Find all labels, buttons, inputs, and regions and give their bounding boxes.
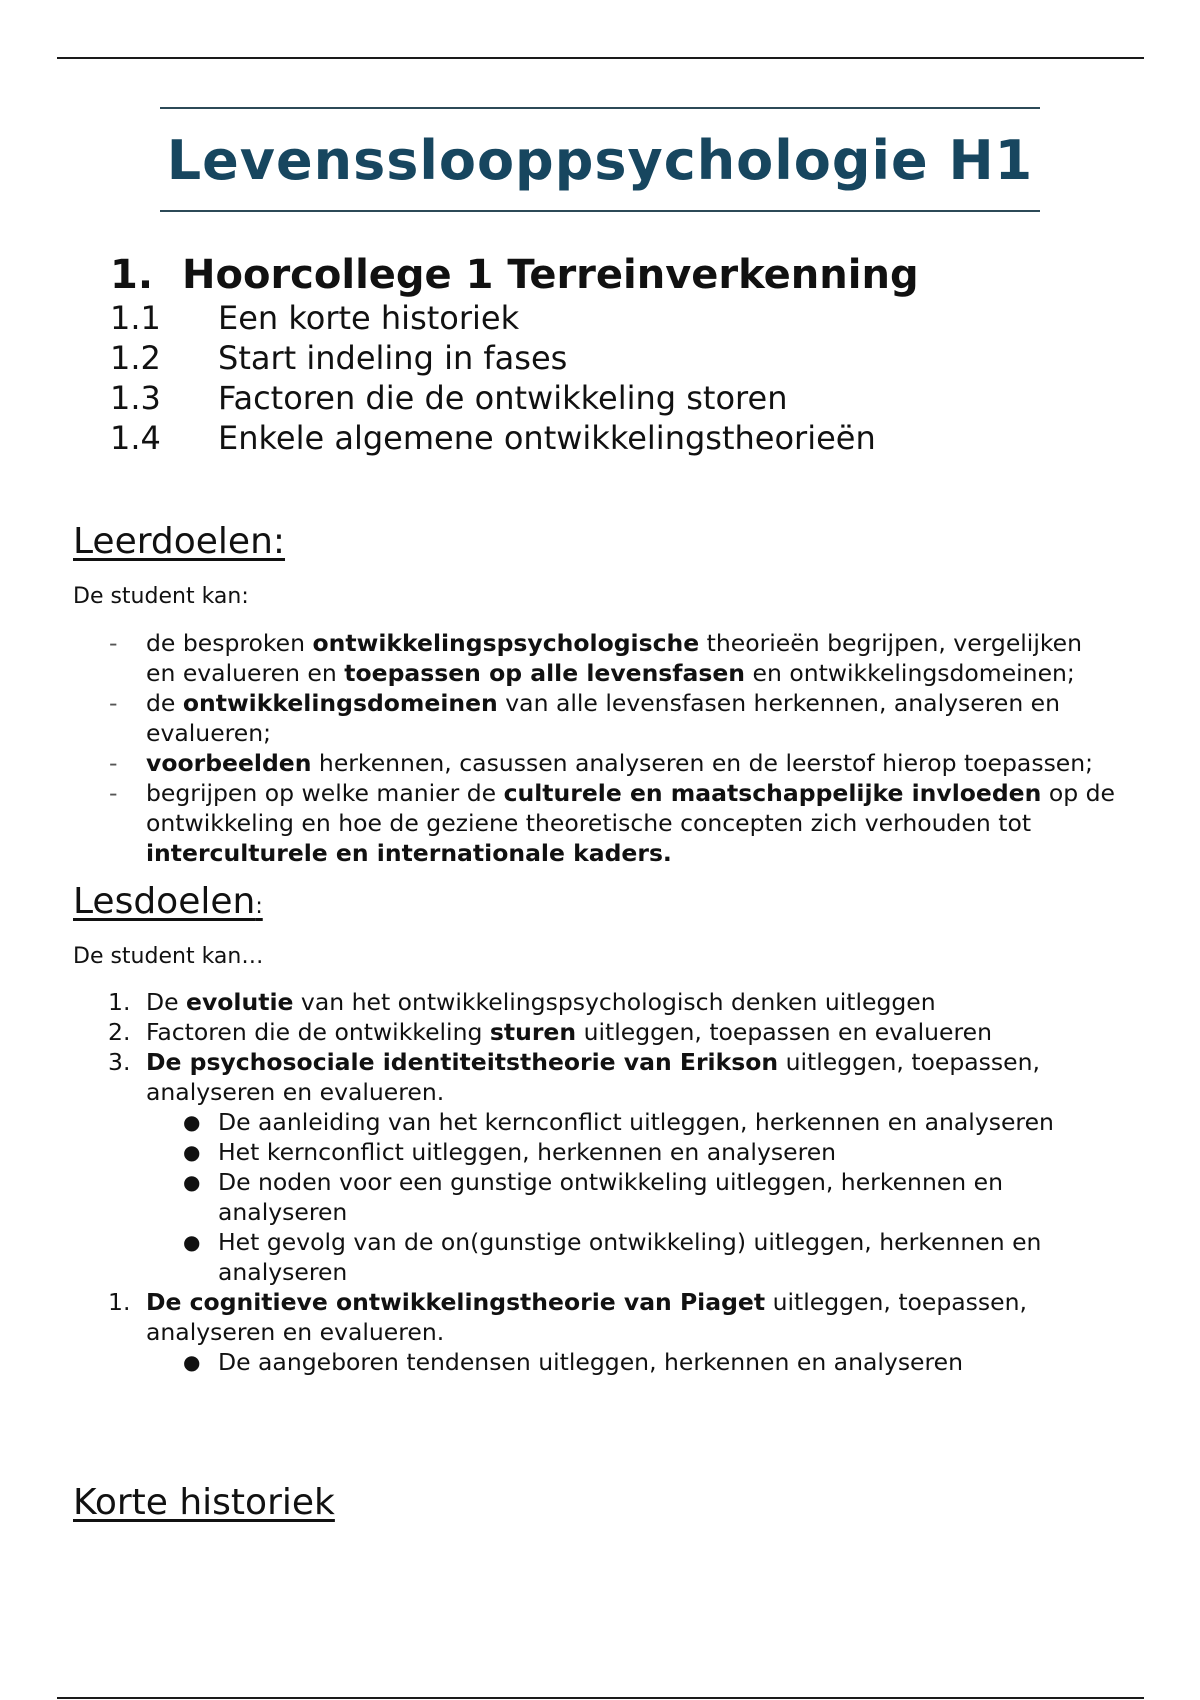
toc-label: Een korte historiek: [218, 299, 520, 337]
lesdoelen-intro: De student kan…: [73, 944, 264, 969]
lesdoel-item: [73, 987, 1118, 1017]
list-number: 1.: [108, 1288, 131, 1316]
subitem-text: Het kernconflict uitleggen, herkennen en analyseren: [218, 1138, 837, 1166]
dash-bullet: -: [109, 749, 118, 777]
bullet-icon: ●: [183, 1230, 201, 1254]
leerdoelen-heading: Leerdoelen:: [73, 521, 286, 562]
toc-number: 1.2: [110, 339, 161, 377]
bullet-icon: ●: [183, 1350, 201, 1374]
toc-entry[interactable]: [110, 338, 876, 378]
lesdoel-subitem: [73, 1347, 1118, 1377]
text-run: uitleggen, toepassen, analyseren en evalueren.: [146, 1048, 1040, 1106]
title-bottom-rule: [160, 210, 1040, 212]
bold-text: sturen: [489, 1018, 577, 1046]
bold-text: voorbeelden: [146, 749, 312, 777]
list-number: 2.: [108, 1018, 131, 1046]
toc-label: Start indeling in fases: [218, 339, 568, 377]
leerdoelen-list: [73, 628, 1118, 868]
lesdoel-item: [73, 1047, 1118, 1107]
dash-bullet: -: [109, 689, 118, 717]
lesdoel-subitem: [73, 1137, 1118, 1167]
text-run: De: [146, 988, 187, 1016]
text-run: de besproken: [146, 629, 313, 657]
toc-number: 1.3: [110, 379, 161, 417]
leerdoel-item: [73, 628, 1118, 688]
text-run: van het ontwikkelingspsychologisch denken uitleggen: [293, 988, 936, 1016]
lesdoel-subitem: [73, 1227, 1118, 1287]
bold-text: interculturele en internationale kaders.: [146, 839, 672, 867]
subitem-text: Het gevolg van de on(gunstige ontwikkeling) uitleggen, herkennen en analyseren: [218, 1228, 1042, 1286]
toc-label: Factoren die de ontwikkeling storen: [218, 379, 788, 417]
leerdoel-item: [73, 688, 1118, 748]
bullet-icon: ●: [183, 1140, 201, 1164]
bullet-icon: ●: [183, 1170, 201, 1194]
lesdoel-item: [73, 1017, 1118, 1047]
bold-text: De psychosociale identiteitstheorie van Erikson: [146, 1048, 779, 1076]
page-top-rule: [57, 57, 1144, 59]
chapter-heading: [110, 250, 919, 300]
lesdoelen-heading: [73, 880, 263, 929]
chapter-number: 1.: [110, 252, 154, 298]
lesdoel-subitem: [73, 1167, 1118, 1227]
title-top-rule: [160, 107, 1040, 109]
bold-text: toepassen op alle levensfasen: [344, 659, 746, 687]
leerdoel-item: [73, 778, 1118, 868]
table-of-contents: [110, 298, 876, 458]
text-run: theorieën begrijpen, vergelijken en evalueren en: [146, 629, 1082, 687]
text-run: uitleggen, toepassen en evalueren: [576, 1018, 992, 1046]
lesdoel-item: [73, 1287, 1118, 1347]
text-run: herkennen, casussen analyseren en de leerstof hierop toepassen;: [311, 749, 1094, 777]
subitem-text: De aangeboren tendensen uitleggen, herkennen en analyseren: [218, 1348, 964, 1376]
list-number: 3.: [108, 1048, 131, 1076]
lesdoelen-list: [73, 987, 1118, 1377]
bullet-icon: ●: [183, 1110, 201, 1134]
bold-text: culturele en maatschappelijke invloeden: [503, 779, 1042, 807]
text-run: Factoren die de ontwikkeling: [146, 1018, 490, 1046]
lesdoel-subitem: [73, 1107, 1118, 1137]
text-run: de: [146, 689, 183, 717]
toc-entry[interactable]: [110, 298, 876, 338]
toc-entry[interactable]: [110, 418, 876, 458]
text-run: en ontwikkelingsdomeinen;: [745, 659, 1075, 687]
bold-text: De cognitieve ontwikkelingstheorie van Piaget: [146, 1288, 766, 1316]
page-bottom-rule: [57, 1697, 1144, 1699]
dash-bullet: -: [109, 629, 118, 657]
text-run: uitleggen, toepassen, analyseren en evalueren.: [146, 1288, 1027, 1346]
document-title: Levensslooppsychologie H1: [166, 129, 1034, 192]
bold-text: ontwikkelingspsychologische: [312, 629, 700, 657]
korte-historiek-heading: Korte historiek: [73, 1482, 335, 1523]
toc-number: 1.1: [110, 299, 161, 337]
leerdoel-item: [73, 748, 1118, 778]
subitem-text: De noden voor een gunstige ontwikkeling uitleggen, herkennen en analyseren: [218, 1168, 1004, 1226]
dash-bullet: -: [109, 779, 118, 807]
text-run: begrijpen op welke manier de: [146, 779, 504, 807]
lesdoelen-heading-text: Lesdoelen: [73, 881, 256, 922]
chapter-title: Hoorcollege 1 Terreinverkenning: [182, 252, 919, 298]
text-run: op de ontwikkeling en hoe de geziene theoretische concepten zich verhouden tot: [146, 779, 1115, 837]
list-number: 1.: [108, 988, 131, 1016]
toc-label: Enkele algemene ontwikkelingstheorieën: [218, 419, 876, 457]
text-run: van alle levensfasen herkennen, analyseren en evalueren;: [146, 689, 1061, 747]
leerdoelen-intro: De student kan:: [73, 584, 249, 609]
bold-text: ontwikkelingsdomeinen: [182, 689, 498, 717]
toc-entry[interactable]: [110, 378, 876, 418]
toc-number: 1.4: [110, 419, 161, 457]
subitem-text: De aanleiding van het kernconflict uitleggen, herkennen en analyseren: [218, 1108, 1054, 1136]
bold-text: evolutie: [186, 988, 294, 1016]
lesdoelen-heading-colon: :: [255, 894, 263, 919]
